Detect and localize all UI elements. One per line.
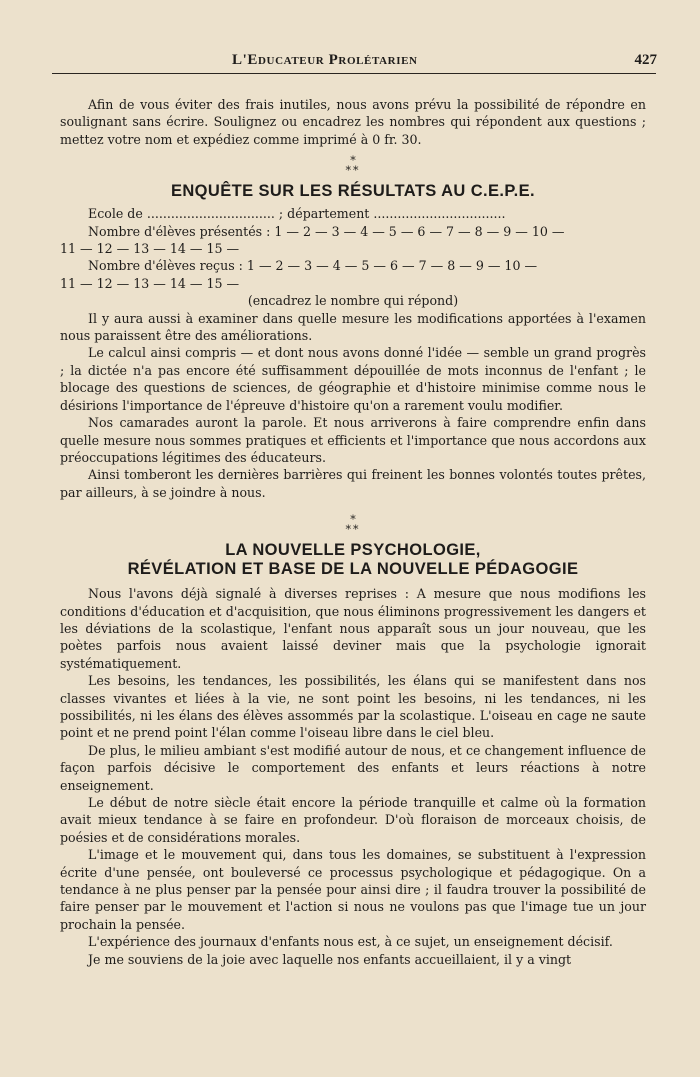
section-title-enquete: ENQUÊTE SUR LES RÉSULTATS AU C.E.P.E. bbox=[170, 182, 536, 201]
asterism-divider: * ** bbox=[345, 154, 361, 178]
header-rule bbox=[52, 73, 656, 74]
paragraph: Ainsi tomberont les dernières barrières qui freinent les bonnes volontés toutes prêtes, par ailleurs, à se joindre à nous. bbox=[60, 467, 646, 500]
paragraph: Je me souviens de la joie avec laquelle nos enfants accueillaient, il y a vingt bbox=[88, 951, 572, 967]
recus-continuation: 11 — 12 — 13 — 14 — 15 — bbox=[60, 275, 240, 291]
recus-line: Nombre d'élèves reçus : 1 — 2 — 3 — 4 — 5 — 6 — 7 — 8 — 9 — 10 — bbox=[88, 258, 538, 274]
paragraph: L'image et le mouvement qui, dans tous les domaines, se substituent à l'expression écrite d'une pensée, ont bouleversé ce processus psychologique et pédagogique. On a tendance à ne plus penser par la pensée pour ainsi dire ; il faudra trouver la possibilité de faire penser par le mouvement et l'action si nous ne voulons pas que l'image tue un jour prochain la pensée. bbox=[60, 847, 646, 932]
encadrez-instruction: (encadrez le nombre qui répond) bbox=[247, 293, 459, 309]
paragraph: De plus, le milieu ambiant s'est modifié autour de nous, et ce changement influence de façon parfois décisive le comportement des enfants et leurs réactions à notre enseignement. bbox=[60, 742, 646, 793]
paragraph: Le début de notre siècle était encore la période tranquille et calme où la formation avait mieux tendance à se faire en profondeur. D'où floraison de morceaux choisis, de poésies et de considérations morales. bbox=[60, 795, 646, 845]
paragraph: Nous l'avons déjà signalé à diverses reprises : A mesure que nous modifions les conditions d'éducation et d'acquisition, que nous éliminons progressivement les dangers et les déviations de la scolastique, l'enfant nous apparaît sous un jour nouveau, que les poètes parfois nous avaient laissé deviner mais que la psychologie ignorait systématiquement. bbox=[60, 586, 646, 671]
asterism-divider: * ** bbox=[345, 513, 361, 537]
presentes-continuation: 11 — 12 — 13 — 14 — 15 — bbox=[60, 241, 240, 257]
paragraph: Nos camarades auront la parole. Et nous arriverons à faire comprendre enfin dans quelle mesure nous sommes pratiques et efficients et l'importance que nous accordons aux préoccupations légitimes des éducateurs. bbox=[60, 415, 646, 465]
section-title-psychologie-line2: RÉVÉLATION ET BASE DE LA NOUVELLE PÉDAGOGIE bbox=[127, 560, 579, 579]
paragraph: Les besoins, les tendances, les possibilités, les élans qui se manifestent dans nos classes vivantes et liées à la vie, ne sont point les besoins, ni les tendances, ni les possibilités, ni les élans des élèves assommés par la scolastique. L'oiseau en cage ne saute point et ne prend point l'élan comme l'oiseau libre dans le ciel bleu. bbox=[60, 673, 646, 741]
presentes-line: Nombre d'élèves présentés : 1 — 2 — 3 — 4 — 5 — 6 — 7 — 8 — 9 — 10 — bbox=[88, 223, 565, 239]
running-header bbox=[52, 50, 657, 72]
page-number: 427 bbox=[634, 52, 657, 68]
paragraph: L'expérience des journaux d'enfants nous est, à ce sujet, un enseignement décisif. bbox=[88, 934, 613, 950]
ecole-line: Ecole de ................................ ; département ................................. bbox=[88, 206, 506, 222]
intro-paragraph: Afin de vous éviter des frais inutiles, nous avons prévu la possibilité de répondre en soulignant sans écrire. Soulignez ou encadrez les nombres qui répondent aux questions ; mettez votre nom et expédiez comme imprimé à 0 fr. 30. bbox=[60, 97, 646, 147]
section-title-psychologie-line1: LA NOUVELLE PSYCHOLOGIE, bbox=[225, 541, 481, 560]
journal-title: L'Educateur Prolétarien bbox=[232, 52, 418, 68]
paragraph: Il y aura aussi à examiner dans quelle mesure les modifications apportées à l'examen nous paraissent être des améliorations. bbox=[60, 310, 646, 344]
article-body bbox=[60, 96, 646, 968]
paragraph: Le calcul ainsi compris — et dont nous avons donné l'idée — semble un grand progrès ; la dictée n'a pas encore été suffisamment dépouillée de mots inconnus de l'enfant ; le blocage des questions de sciences, de géographie et d'histoire minimise comme nous le désirions l'importance de l'épreuve d'histoire qu'on a rarement voulu modifier. bbox=[60, 345, 646, 413]
